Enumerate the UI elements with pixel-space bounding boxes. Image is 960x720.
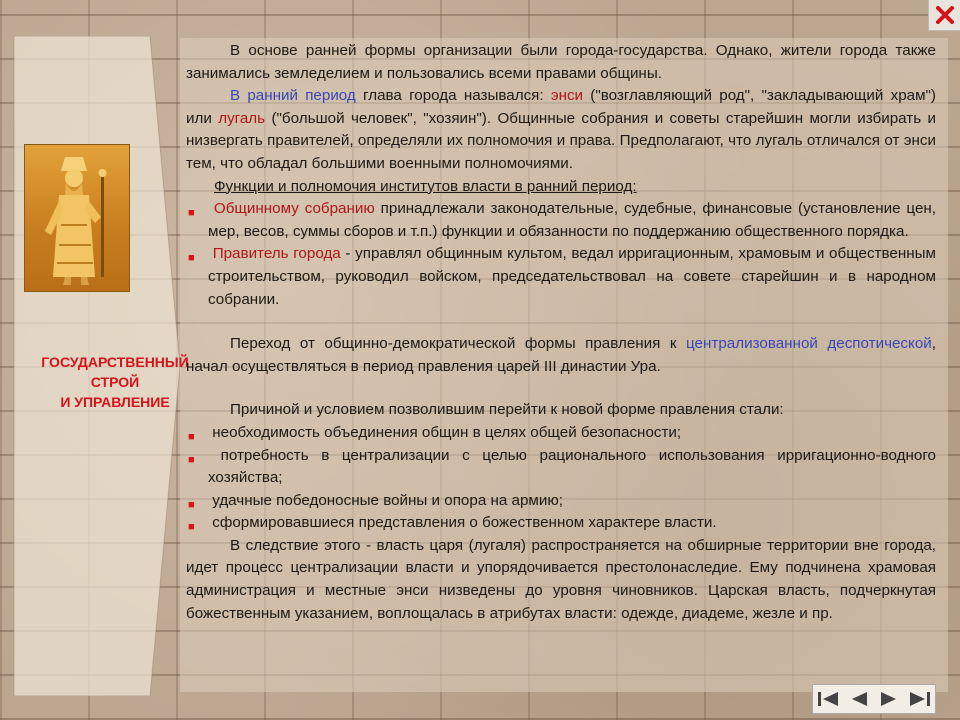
first-slide-button[interactable] bbox=[815, 689, 841, 709]
text-fragment: ("большой человек", "хозяин"). Общинные собрания и советы старейшин могли избирать и низвергать правителей, определяли их полномочия и права. Предполагают, что лугаль отличался от энси тем, что обладал большими военными полномочиями. bbox=[186, 109, 936, 172]
function-text: - управлял общинным культом, ведал ирригационным, храмовым и общественным строительством, руководил войском, председательствовал на совете старейшин и в народном собрании. bbox=[208, 245, 936, 308]
term-early-period: В ранний период bbox=[230, 87, 356, 105]
early-period-paragraph bbox=[186, 85, 936, 175]
close-button[interactable] bbox=[928, 0, 960, 31]
intro-paragraph: В основе ранней формы организации были города-государства. Однако, жители города также занимались земледелием и пользовались всеми правами общины. bbox=[186, 42, 936, 82]
next-slide-button[interactable] bbox=[876, 689, 902, 709]
term-ensi: энси bbox=[550, 87, 584, 105]
slide-navigation bbox=[812, 684, 936, 714]
function-item bbox=[186, 243, 936, 311]
section-title bbox=[30, 352, 200, 412]
reasons-heading: Причиной и условием позволившим перейти к новой форме правления стали: bbox=[230, 401, 784, 419]
section-title-line-2: СТРОЙ bbox=[90, 374, 140, 390]
reason-item: ■ необходимость объединения общин в целях общей безопасности; bbox=[186, 422, 936, 445]
bullet-icon: ■ bbox=[188, 430, 195, 443]
function-text: принадлежали законодательные, судебные, финансовые (установление цен, мер, весов, суммы сборов и т.п.) функции и обязанности по поддержанию общественного порядка. bbox=[208, 200, 936, 240]
term-centralized-despotic: централизованной деспотической bbox=[686, 335, 932, 353]
section-title-line-3: И УПРАВЛЕНИЕ bbox=[60, 394, 170, 410]
bullet-icon: ■ bbox=[188, 498, 195, 511]
reason-item: ■ удачные победоносные войны и опора на армию; bbox=[186, 490, 936, 513]
reason-item: ■ потребность в централизации с целью рационального использования ирригационно-водного хозяйства; bbox=[188, 446, 936, 487]
text-fragment: глава города назывался: bbox=[355, 87, 551, 105]
term-lugal: лугаль bbox=[218, 109, 266, 127]
transition-paragraph bbox=[186, 333, 936, 378]
text-fragment: , начал осуществляться в период правления царей III династии Ура. bbox=[186, 335, 936, 375]
king-figure-icon bbox=[25, 145, 129, 291]
term-city-ruler: Правитель города bbox=[212, 245, 341, 263]
bullet-icon: ■ bbox=[188, 252, 195, 265]
prev-icon bbox=[848, 690, 870, 708]
bullet-icon: ■ bbox=[188, 207, 195, 220]
first-icon bbox=[817, 690, 839, 708]
bullet-icon: ■ bbox=[188, 453, 195, 466]
functions-heading: Функции и полномочия институтов власти в ранний период: bbox=[214, 177, 637, 195]
term-community-assembly: Общинному собранию bbox=[213, 200, 375, 218]
close-icon bbox=[936, 6, 954, 24]
bullet-icon: ■ bbox=[188, 521, 195, 534]
last-slide-button[interactable] bbox=[907, 689, 933, 709]
conclusion-paragraph: В следствие этого - власть царя (лугаля) распространяется на обширные территории вне города, идет процесс централизации власти и упорядочивается престолонаследие. Ему подчинена храмовая администрация и местные энси низведены до уровня чиновников. Царская власть, подчеркнутая божественным указанием, воплощалась в атрибутах власти: одежде, диадеме, жезле и пр. bbox=[186, 536, 936, 622]
function-item bbox=[186, 198, 936, 243]
previous-slide-button[interactable] bbox=[846, 689, 872, 709]
reason-item: ■ сформировавшиеся представления о божественном характере власти. bbox=[186, 512, 936, 535]
text-fragment: Переход от общинно-демократической формы правления к bbox=[230, 335, 687, 353]
section-title-line-1: ГОСУДАРСТВЕННЫЙ bbox=[41, 354, 189, 370]
text-fragment: ("возглавляющий род", "закладывающий храм") или bbox=[186, 87, 936, 127]
last-icon bbox=[909, 690, 931, 708]
king-figure-image bbox=[24, 144, 130, 292]
content-body bbox=[186, 40, 936, 625]
next-icon bbox=[878, 690, 900, 708]
